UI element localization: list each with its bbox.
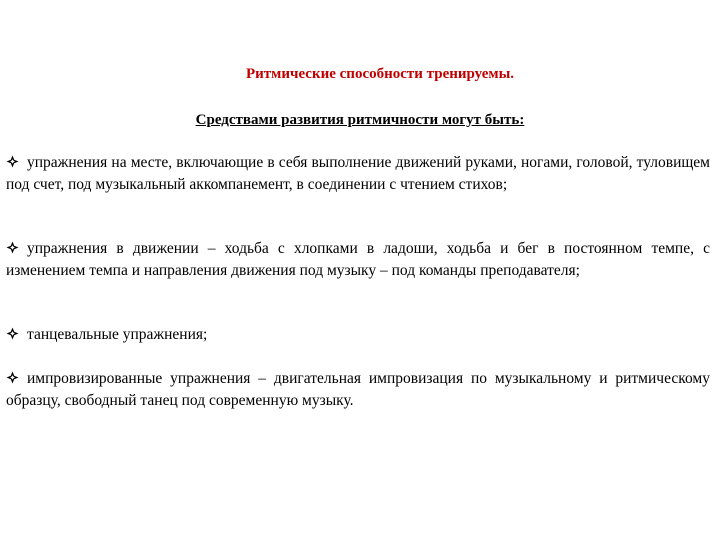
list-item (6, 368, 710, 411)
slide-subtitle: Средствами развития ритмичности могут быть: (195, 112, 525, 128)
list-item (6, 238, 710, 281)
slide-title: Ритмические способности тренируемы. (245, 66, 515, 82)
list-item-text: упражнения на месте, включающие в себя выполнение движений руками, ногами, головой, туловищем под счет, под музыкальный аккомпанемент, в соединении с чтением стихов; (6, 154, 710, 193)
list-item (6, 324, 710, 346)
list-item-text: танцевальные упражнения; (27, 326, 208, 343)
diamond-bullet-icon (6, 241, 19, 254)
diamond-bullet-icon (6, 371, 19, 384)
diamond-bullet-icon (6, 327, 19, 340)
list-item-text: упражнения в движении – ходьба с хлопками в ладоши, ходьба и бег в постоянном темпе, с изменением темпа и направления движения под музыку – под команды преподавателя; (6, 240, 710, 279)
diamond-bullet-icon (6, 155, 19, 168)
list-item-text: импровизированные упражнения – двигательная импровизация по музыкальному и ритмическому образцу, свободный танец под современную музыку. (6, 370, 710, 409)
list-item (6, 152, 710, 195)
